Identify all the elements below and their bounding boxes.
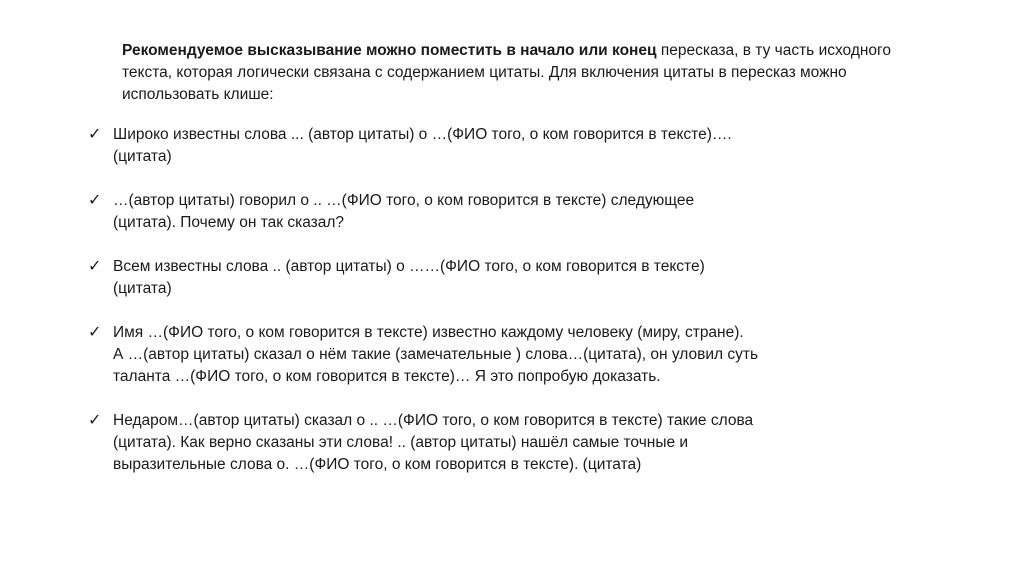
list-item-text: Широко известны слова ... (автор цитаты) о …(ФИО того, о ком говорится в тексте)…. (цитата): [113, 126, 732, 165]
list-item: [88, 190, 848, 234]
list-item-text: …(автор цитаты) говорил о .. …(ФИО того, о ком говорится в тексте) следующее (цитата). Почему он так сказал?: [113, 192, 695, 231]
list-item: [88, 256, 848, 300]
list-item: [88, 410, 848, 476]
intro-bold-text: Рекомендуемое высказывание можно поместить в начало или конец: [122, 42, 657, 59]
list-item: [88, 124, 848, 168]
list-item-text: Недаром…(автор цитаты) сказал о .. …(ФИО того, о ком говорится в тексте) такие слова (цитата). Как верно сказаны эти слова! .. (автор цитаты) нашёл самые точные и выразительные слова о. …(ФИО того, о ком говорится в тексте). (цитата): [113, 412, 754, 473]
checkmark-icon: ✓: [88, 412, 102, 429]
list-item-text: Имя …(ФИО того, о ком говорится в тексте) известно каждому человеку (миру, стране). А …(автор цитаты) сказал о нём такие (замечательные ) слова…(цитата), он уловил суть таланта …(ФИО того, о ком говорится в тексте)… Я это попробую доказать.: [113, 324, 759, 385]
checkmark-icon: ✓: [88, 324, 102, 341]
checkmark-icon: ✓: [88, 192, 102, 209]
list-item: [88, 322, 848, 388]
cliche-list: [88, 124, 848, 498]
checkmark-icon: ✓: [88, 258, 102, 275]
intro-paragraph: [122, 40, 912, 106]
checkmark-icon: ✓: [88, 126, 102, 143]
list-item-text: Всем известны слова .. (автор цитаты) о ……(ФИО того, о ком говорится в тексте) (цитата): [113, 258, 705, 297]
intro-text: пересказа, в ту часть исходного текста, которая логически связана с содержанием цитаты. Для включения цитаты в пересказ можно использовать клише:: [122, 42, 891, 103]
